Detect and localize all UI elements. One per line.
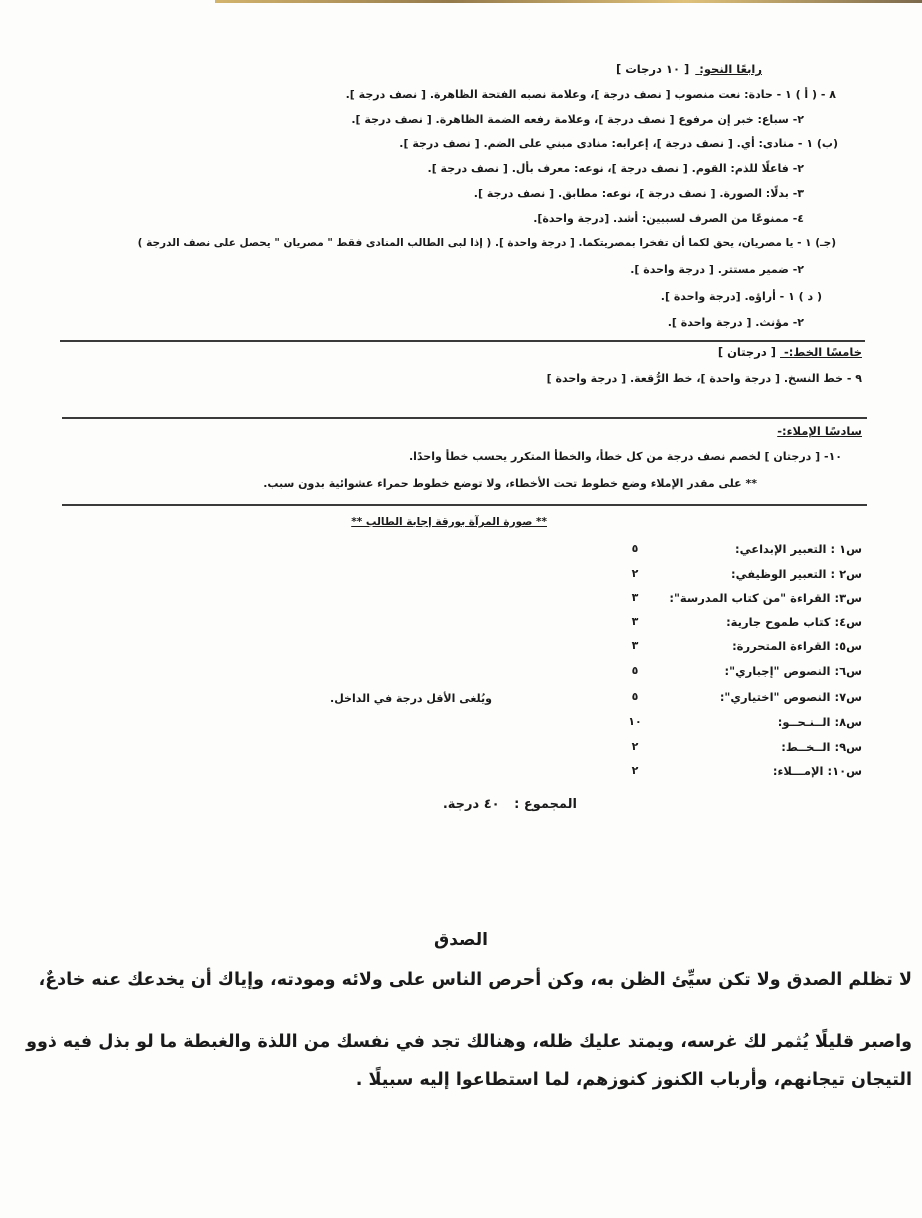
score-row-label: س٥: القراءة المتحررة:: [732, 639, 862, 653]
grammar-heading: [616, 62, 762, 76]
scan-top-edge: [215, 0, 922, 3]
score-row-value: ٥: [631, 690, 639, 703]
grammar-line: ٨ - ( أ ) ١ - حادة: نعت منصوب [ نصف درجة ]، وعلامة نصبه الفتحة الظاهرة. [ نصف درجة ].: [345, 88, 836, 101]
grammar-line: ٢- ضمير مستتر. [ درجة واحدة ].: [630, 263, 804, 276]
handwriting-heading-text: خامسًا الخط:-: [784, 345, 862, 359]
score-row-value: ٣: [631, 639, 639, 652]
summary-heading: ** صورة المرآة بورقة إجابة الطالب **: [351, 516, 547, 528]
dictation-note: ** على مقدر الإملاء وضع خطوط تحت الأخطاء، ولا توضع خطوط حمراء عشوائية بدون سبب.: [263, 477, 757, 490]
score-row-label: س١ : التعبير الإبداعي:: [734, 542, 862, 556]
passage-line: واصبر قليلًا يُثمر لك غرسه، ويمتد عليك ظله، وهنالك تجد في نفسك من اللذة والغبطة ما لو بذل فيه ذوو: [26, 1032, 912, 1052]
score-row-label: س٣: القراءة "من كتاب المدرسة":: [669, 591, 862, 605]
score-row-value: ٢: [631, 740, 639, 753]
passage-title: الصدق: [434, 930, 488, 950]
total-value: ٤٠ درجة.: [442, 797, 500, 812]
grammar-marks: [ ١٠ درجات ]: [615, 62, 690, 76]
passage-line: التيجان تيجانهم، وأرباب الكنوز كنوزهم، لما استطاعوا إليه سبيلًا .: [355, 1070, 912, 1090]
score-row-label: س١٠: الإمـــلاء:: [772, 764, 862, 778]
section-divider: [62, 504, 867, 506]
grammar-line: ٢- فاعلًا للذم: القوم. [ نصف درجة ]، نوعه: معرف بأل. [ نصف درجة ].: [427, 162, 804, 175]
handwriting-marks: [ درجتان ]: [717, 345, 776, 359]
section-divider: [60, 340, 865, 342]
score-row-label: س٤: كتاب طموح جارية:: [726, 615, 862, 629]
grammar-line: ٢- سباع: خبر إن مرفوع [ نصف درجة ]، وعلامة رفعه الضمة الظاهرة. [ نصف درجة ].: [351, 113, 804, 126]
grammar-line: (ب) ١ - منادى: أي. [ نصف درجة ]، إعرابه: منادى مبني على الضم. [ نصف درجة ].: [399, 137, 838, 150]
grammar-line: (جـ) ١ - يا مصريان، يحق لكما أن تفخرا بمصريتكما. [ درجة واحدة ]. ( إذا لبى الطالب المنادى فقط " مصريان " يحصل على نصف الدرجة ): [137, 237, 836, 249]
grammar-line: ٣- بدلًا: الصورة. [ نصف درجة ]، نوعه: مطابق. [ نصف درجة ].: [473, 187, 804, 200]
section-divider: [62, 417, 867, 419]
score-row-label: س٧: النصوص "اختياري":: [719, 690, 862, 704]
score-row-value: ٥: [631, 542, 639, 555]
score-row-value: ٣: [631, 615, 639, 628]
score-row-label: س٢ : التعبير الوظيفي:: [730, 567, 862, 581]
dictation-heading: سادسًا الإملاء:-: [777, 424, 862, 438]
grammar-heading-text: رابعًا النحو:: [699, 62, 762, 76]
dictation-line: ١٠- [ درجتان ] لخصم نصف درجة من كل خطأ، والخطأ المتكرر يحسب خطأ واحدًا.: [409, 450, 842, 463]
score-row-label: س٨: الــنـحــو:: [777, 715, 862, 729]
summary-total: [443, 797, 577, 812]
passage-line: لا تظلم الصدق ولا تكن سيِّئ الظن به، وكن أحرص الناس على ولائه ومودته، وإياك أن يخدعك عنه خادعٌ،: [38, 970, 912, 990]
score-row-value: ١٠: [628, 715, 642, 728]
score-row-label: س٦: النصوص "إجباري":: [724, 664, 862, 678]
handwriting-line: ٩ - خط النسخ. [ درجة واحدة ]، خط الرُّقعة. [ درجة واحدة ]: [546, 372, 862, 385]
total-label: المجموع :: [514, 797, 577, 812]
score-row-value: ٢: [631, 567, 639, 580]
score-row-value: ٢: [631, 764, 639, 777]
score-row-value: ٥: [631, 664, 639, 677]
grammar-line: ٢- مؤنث. [ درجة واحدة ].: [667, 316, 804, 329]
grammar-line: ٤- ممنوعًا من الصرف لسببين: أشد. [درجة واحدة].: [533, 212, 804, 225]
score-row-value: ٣: [631, 591, 639, 604]
grammar-line: ( د ) ١ - أراؤه. [درجة واحدة ].: [660, 290, 822, 303]
summary-note: ويُلغى الأقل درجة في الداخل.: [330, 692, 492, 705]
handwriting-heading: [718, 345, 862, 359]
score-row-label: س٩: الــخــط:: [781, 740, 862, 754]
